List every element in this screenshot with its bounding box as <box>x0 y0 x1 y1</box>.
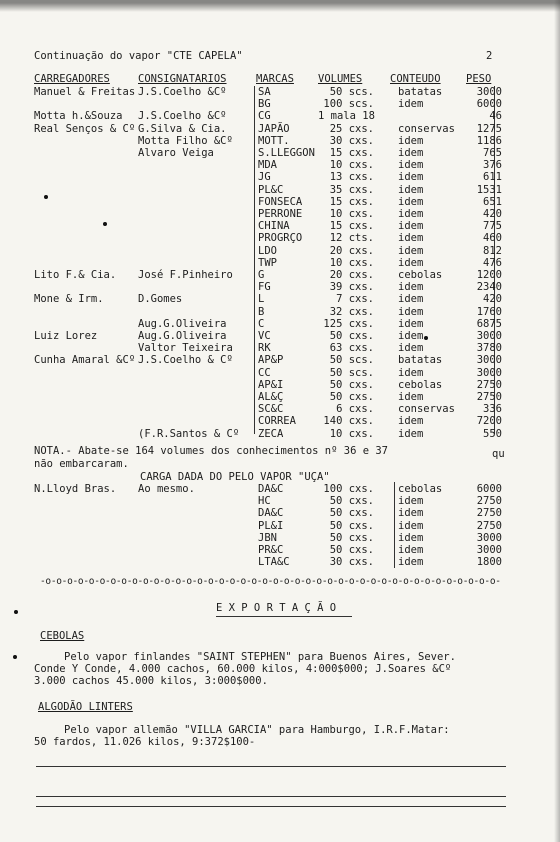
scan-mark <box>13 655 17 659</box>
cell-conteudo: idem <box>398 427 424 440</box>
cell-volumes: 63 cxs. <box>329 342 374 355</box>
cell-consignatario: Alvaro Veiga <box>138 147 214 159</box>
separator-line: -o-o-o-o-o-o-o-o-o-o-o-o-o-o-o-o-o-o-o-o-o-o-o-o-o-o-o-o-o-o-o-o-o-o-o-o-o-o-o-o-o-o- <box>40 576 501 587</box>
cell-consignatario: Valtor Teixeira <box>138 342 233 355</box>
cell-peso: 460 <box>483 232 502 245</box>
cell-consignatario: G.Silva & Cia. <box>138 122 227 135</box>
cell-peso: 336 <box>483 403 502 416</box>
cell-marca: MOTT. <box>258 134 290 147</box>
cell-conteudo: batatas <box>398 354 443 367</box>
cell-conteudo: idem <box>398 519 424 532</box>
cell-conteudo: conservas <box>398 403 455 416</box>
cell-peso: 420 <box>483 293 502 306</box>
cell-marca: AP&I <box>258 378 284 391</box>
cell-conteudo: idem <box>398 317 424 330</box>
cell-volumes: 10 cxs. <box>329 427 374 440</box>
cell-conteudo: idem <box>398 183 424 196</box>
cell-marca: RK <box>258 342 271 355</box>
cell-volumes: 50 cxs. <box>329 391 374 403</box>
col-conteudo: CONTEUDO <box>390 73 441 85</box>
cell-conteudo: idem <box>398 244 424 257</box>
cell-marca: FONSECA <box>258 195 303 208</box>
cell-consignatario: J.S.Coelho &Cº <box>138 86 227 98</box>
cell-volumes: 140 cxs. <box>323 415 374 428</box>
cell-carregador: Lito F.& Cia. <box>34 269 117 281</box>
cell-conteudo: idem <box>398 507 424 520</box>
cell-carregador: Mone & Irm. <box>34 293 104 306</box>
cell-marca: CC <box>258 366 271 379</box>
cell-conteudo: idem <box>398 159 424 172</box>
cell-peso: 775 <box>483 220 502 233</box>
carga-column-rule <box>394 482 395 568</box>
note-line-2: não embarcaram. <box>34 458 129 470</box>
cell-volumes: 50 scs. <box>329 354 374 367</box>
note-line-1: NOTA.- Abate-se 164 volumes dos conhecimentos nº 36 e 37 <box>34 445 389 457</box>
carga-title: CARGA DADA DO PELO VAPOR "UÇA" <box>140 471 330 483</box>
cell-marca: PR&C <box>258 544 284 556</box>
cell-conteudo: idem <box>398 232 424 245</box>
col-consignatarios: CONSIGNATARIOS <box>138 73 227 85</box>
cell-peso: 1200 <box>476 269 502 281</box>
cell-marca: B <box>258 305 265 318</box>
col-peso: PESO <box>466 73 492 85</box>
bottom-rule-1 <box>36 766 506 767</box>
cell-peso: 3000 <box>476 544 502 556</box>
bottom-rule-2 <box>36 796 506 797</box>
exportacao-underline <box>216 616 352 617</box>
cell-conteudo: idem <box>398 220 424 233</box>
cell-conteudo: idem <box>398 342 424 355</box>
cell-conteudo: idem <box>398 544 424 556</box>
exportacao-title: E X P O R T A Ç Ã O <box>216 602 337 614</box>
cell-marca: S.LLEGGON <box>258 147 315 159</box>
cell-peso: 6875 <box>476 317 502 330</box>
cell-carregador: N.Lloyd Bras. <box>34 483 117 495</box>
cell-conteudo: idem <box>398 171 424 184</box>
cell-volumes: 50 scs. <box>329 86 374 98</box>
cell-volumes: 30 cxs. <box>329 134 374 147</box>
cell-peso: 3000 <box>476 531 502 544</box>
cell-marca: DA&C <box>258 483 284 495</box>
cell-carregador: Manuel & Freitas <box>34 86 136 98</box>
cell-volumes: 7 cxs. <box>336 293 374 306</box>
cell-marca: HC <box>258 495 271 508</box>
algodao-line-2: 50 fardos, 11.026 kilos, 9:372$100- <box>34 736 256 748</box>
cell-peso: 7200 <box>476 415 502 428</box>
cell-peso: 46 <box>489 110 502 123</box>
cell-volumes: 50 cxs. <box>329 531 374 544</box>
cell-conteudo: idem <box>398 98 424 111</box>
cell-peso: 765 <box>483 147 502 159</box>
cell-marca: PL&I <box>258 519 284 532</box>
cell-volumes: 50 cxs. <box>329 378 374 391</box>
cell-volumes: 25 cxs. <box>329 122 374 135</box>
cell-conteudo: idem <box>398 391 424 403</box>
cell-peso: 1186 <box>476 134 502 147</box>
scan-mark <box>44 195 48 199</box>
cell-volumes: 20 cxs. <box>329 269 374 281</box>
cell-marca: JBN <box>258 531 277 544</box>
cell-peso: 550 <box>483 427 502 440</box>
cell-peso: 6000 <box>476 98 502 111</box>
cell-peso: 6000 <box>476 483 502 495</box>
section-algodao-title: ALGODÃO LINTERS <box>38 701 133 713</box>
cell-volumes: 15 cxs. <box>329 195 374 208</box>
cell-marca: JAPÃO <box>258 122 290 135</box>
cell-consignatario: Motta Filho &Cº <box>138 134 233 147</box>
cell-volumes: 1 mala 18 <box>318 110 375 123</box>
cell-volumes: 100 scs. <box>323 98 374 111</box>
scan-right-edge <box>554 0 560 842</box>
cell-consignatario: Aug.G.Oliveira <box>138 330 227 342</box>
cell-marca: SA <box>258 86 271 98</box>
cell-volumes: 15 cxs. <box>329 220 374 233</box>
col-carregadores: CARREGADORES <box>34 73 110 85</box>
cell-volumes: 50 cxs. <box>329 330 374 342</box>
cell-marca: LTA&C <box>258 556 290 569</box>
section-cebolas-title: CEBOLAS <box>40 630 85 642</box>
cell-peso: 420 <box>483 208 502 220</box>
cell-peso: 2750 <box>476 391 502 403</box>
cell-peso: 2340 <box>476 281 502 294</box>
cell-carregador: Motta h.&Souza <box>34 110 123 123</box>
cell-volumes: 39 cxs. <box>329 281 374 294</box>
cell-marca: LDO <box>258 244 277 257</box>
cell-conteudo: idem <box>398 415 424 428</box>
cell-conteudo: idem <box>398 195 424 208</box>
cell-peso: 1275 <box>476 122 502 135</box>
cell-peso: 651 <box>483 195 502 208</box>
cebolas-line-3: 3.000 cachos 45.000 kilos, 3:000$000. <box>34 675 268 687</box>
cell-marca: L <box>258 293 265 306</box>
cell-consignatario: J.S.Coelho &Cº <box>138 110 227 123</box>
cell-consignatario: D.Gomes <box>138 293 183 306</box>
cell-conteudo: idem <box>398 531 424 544</box>
cell-conteudo: cebolas <box>398 269 443 281</box>
cell-peso: 3000 <box>476 354 502 367</box>
scan-mark <box>14 610 18 614</box>
cell-consignatario: J.S.Coelho & Cº <box>138 354 233 367</box>
cell-peso: 3780 <box>476 342 502 355</box>
col-marcas: MARCAS <box>256 73 294 85</box>
cell-conteudo: cebolas <box>398 483 443 495</box>
cell-marca: PROGRÇO <box>258 232 303 245</box>
note-line-1-tail: qu <box>492 448 505 460</box>
scan-mark <box>103 222 107 226</box>
cebolas-line-1: Pelo vapor finlandes "SAINT STEPHEN" para Buenos Aires, Sever. <box>64 651 456 663</box>
cell-volumes: 30 cxs. <box>329 556 374 569</box>
cell-volumes: 50 scs. <box>329 366 374 379</box>
scan-top-edge <box>0 0 560 14</box>
page-number: 2 <box>486 50 493 62</box>
cell-conteudo: idem <box>398 134 424 147</box>
cell-conteudo: cebolas <box>398 378 443 391</box>
col-volumes: VOLUMES <box>318 73 363 85</box>
cell-volumes: 10 cxs. <box>329 159 374 172</box>
cell-marca: FG <box>258 281 271 294</box>
cell-consignatario: Aug.G.Oliveira <box>138 317 227 330</box>
cell-carregador: Cunha Amaral &Cº <box>34 354 136 367</box>
cell-conteudo: idem <box>398 293 424 306</box>
cell-volumes: 32 cxs. <box>329 305 374 318</box>
cell-marca: JG <box>258 171 271 184</box>
cell-volumes: 100 cxs. <box>323 483 374 495</box>
cell-volumes: 13 cxs. <box>329 171 374 184</box>
cell-peso: 3000 <box>476 86 502 98</box>
cell-marca: DA&C <box>258 507 284 520</box>
cell-volumes: 10 cxs. <box>329 208 374 220</box>
cell-consignatario: Ao mesmo. <box>138 483 195 495</box>
cell-volumes: 50 cxs. <box>329 507 374 520</box>
cell-conteudo: idem <box>398 495 424 508</box>
cell-marca: CG <box>258 110 271 123</box>
cell-peso: 3000 <box>476 366 502 379</box>
cell-peso: 611 <box>483 171 502 184</box>
cell-marca: AP&P <box>258 354 284 367</box>
cell-peso: 376 <box>483 159 502 172</box>
cell-peso: 1760 <box>476 305 502 318</box>
cell-conteudo: idem <box>398 256 424 269</box>
cell-conteudo: conservas <box>398 122 455 135</box>
cell-conteudo: idem <box>398 556 424 569</box>
cell-peso: 2750 <box>476 519 502 532</box>
cell-conteudo: idem <box>398 305 424 318</box>
cell-marca: BG <box>258 98 271 111</box>
cell-marca: PL&C <box>258 183 284 196</box>
cell-peso: 1531 <box>476 183 502 196</box>
cell-consignatario: José F.Pinheiro <box>138 269 233 281</box>
cell-peso: 476 <box>483 256 502 269</box>
cell-marca: CORREA <box>258 415 296 428</box>
scan-mark <box>424 336 428 340</box>
cell-marca: AL&Ç <box>258 391 284 403</box>
cell-marca: CHINA <box>258 220 290 233</box>
continuation-heading: Continuação do vapor "CTE CAPELA" <box>34 50 243 62</box>
cell-conteudo: idem <box>398 281 424 294</box>
cell-marca: TWP <box>258 256 277 269</box>
cell-volumes: 15 cxs. <box>329 147 374 159</box>
cell-marca: G <box>258 269 265 281</box>
cell-marca: PERRONE <box>258 208 303 220</box>
cell-peso: 2750 <box>476 378 502 391</box>
cell-consignatario: (F.R.Santos & Cº <box>138 427 240 440</box>
cell-conteudo: batatas <box>398 86 443 98</box>
cell-volumes: 50 cxs. <box>329 495 374 508</box>
cell-marca: C <box>258 317 265 330</box>
cell-carregador: Luiz Lorez <box>34 330 98 342</box>
cell-peso: 2750 <box>476 495 502 508</box>
cell-conteudo: idem <box>398 366 424 379</box>
cell-volumes: 10 cxs. <box>329 256 374 269</box>
cell-volumes: 50 cxs. <box>329 544 374 556</box>
cell-marca: SC&C <box>258 403 284 416</box>
cebolas-line-2: Conde Y Conde, 4.000 cachos, 60.000 kilos, 4:000$000; J.Soares &Cº <box>34 663 452 675</box>
cell-marca: ZECA <box>258 427 284 440</box>
cell-volumes: 6 cxs. <box>336 403 374 416</box>
cell-peso: 3000 <box>476 330 502 342</box>
cell-peso: 2750 <box>476 507 502 520</box>
cell-marca: MDA <box>258 159 277 172</box>
cell-volumes: 125 cxs. <box>323 317 374 330</box>
cell-volumes: 12 cts. <box>329 232 374 245</box>
cell-peso: 1800 <box>476 556 502 569</box>
cell-conteudo: idem <box>398 330 424 342</box>
cell-conteudo: idem <box>398 147 424 159</box>
cell-marca: VC <box>258 330 271 342</box>
bottom-rule-3 <box>36 806 506 807</box>
cell-carregador: Real Senços & Cº <box>34 122 136 135</box>
cell-volumes: 35 cxs. <box>329 183 374 196</box>
algodao-line-1: Pelo vapor allemão "VILLA GARCIA" para Hamburgo, I.R.F.Matar: <box>64 724 450 736</box>
marca-column-rule <box>254 86 255 434</box>
cell-peso: 812 <box>483 244 502 257</box>
cell-conteudo: idem <box>398 208 424 220</box>
cell-volumes: 50 cxs. <box>329 519 374 532</box>
cell-volumes: 20 cxs. <box>329 244 374 257</box>
